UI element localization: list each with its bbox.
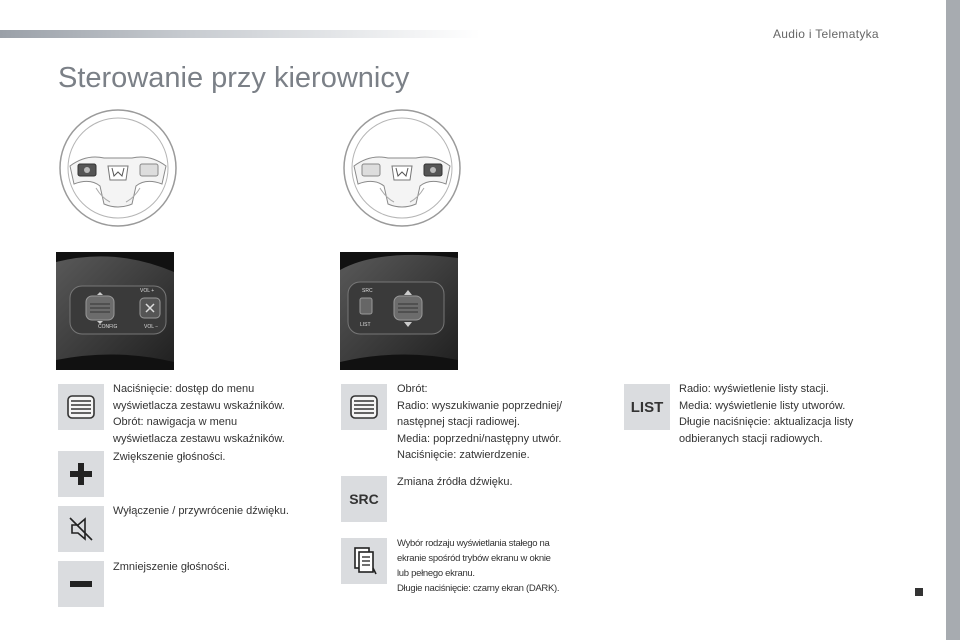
header-gradient-bar [0, 30, 480, 38]
list-button-icon: LIST [624, 384, 670, 430]
section-title: Audio i Telematyka [773, 27, 879, 41]
src-label: SRC [362, 288, 373, 294]
source-description: Zmiana źródła dźwięku. [397, 476, 513, 488]
left-wheel-description: Naciśnięcie: dostęp do menu wyświetlacza zestawu wskaźników. Obrót: nawigacja w menu wyświetlacza zestawu wskaźników. [113, 383, 285, 445]
list-label: LIST [360, 322, 371, 328]
steering-wheel-right-highlight [340, 106, 464, 230]
src-button-icon: SRC [341, 476, 387, 522]
vol-plus-label: VOL + [140, 288, 155, 294]
mute-icon [58, 506, 104, 552]
page-title: Sterowanie przy kierownicy [58, 62, 410, 94]
page-marker [915, 588, 923, 596]
list-description: Radio: wyświetlenie listy stacji. Media: wyświetlenie listy utworów. Długie naciśnięcie: aktualizacja listy odbieranych stacji radiowych. [679, 383, 854, 445]
thumbwheel-icon-left [58, 384, 104, 430]
vol-minus-label: VOL − [144, 324, 159, 330]
thumbwheel-icon-right [341, 384, 387, 430]
display-mode-description: Wybór rodzaju wyświetlania stałego na ekranie spośród trybów ekranu w oknie lub pełnego ekranu. Długie naciśnięcie: czarny ekran (DARK). [397, 538, 560, 594]
mute-description: Wyłączenie / przywrócenie dźwięku. [113, 505, 289, 517]
minus-icon [58, 561, 104, 607]
display-mode-icon [341, 538, 387, 584]
plus-icon [58, 451, 104, 497]
left-controls-photo [56, 252, 174, 370]
config-label: CONFIG [98, 324, 118, 330]
volume-up-description: Zwiększenie głośności. [113, 451, 226, 463]
right-wheel-description: Obrót: Radio: wyszukiwanie poprzedniej/ następnej stacji radiowej. Media: poprzedni/następny utwór. Naciśnięcie: zatwierdzenie. [397, 383, 563, 461]
volume-down-description: Zmniejszenie głośności. [113, 561, 230, 573]
steering-wheel-left-highlight [56, 106, 180, 230]
page-edge-strip [946, 0, 960, 640]
right-controls-photo [340, 252, 458, 370]
